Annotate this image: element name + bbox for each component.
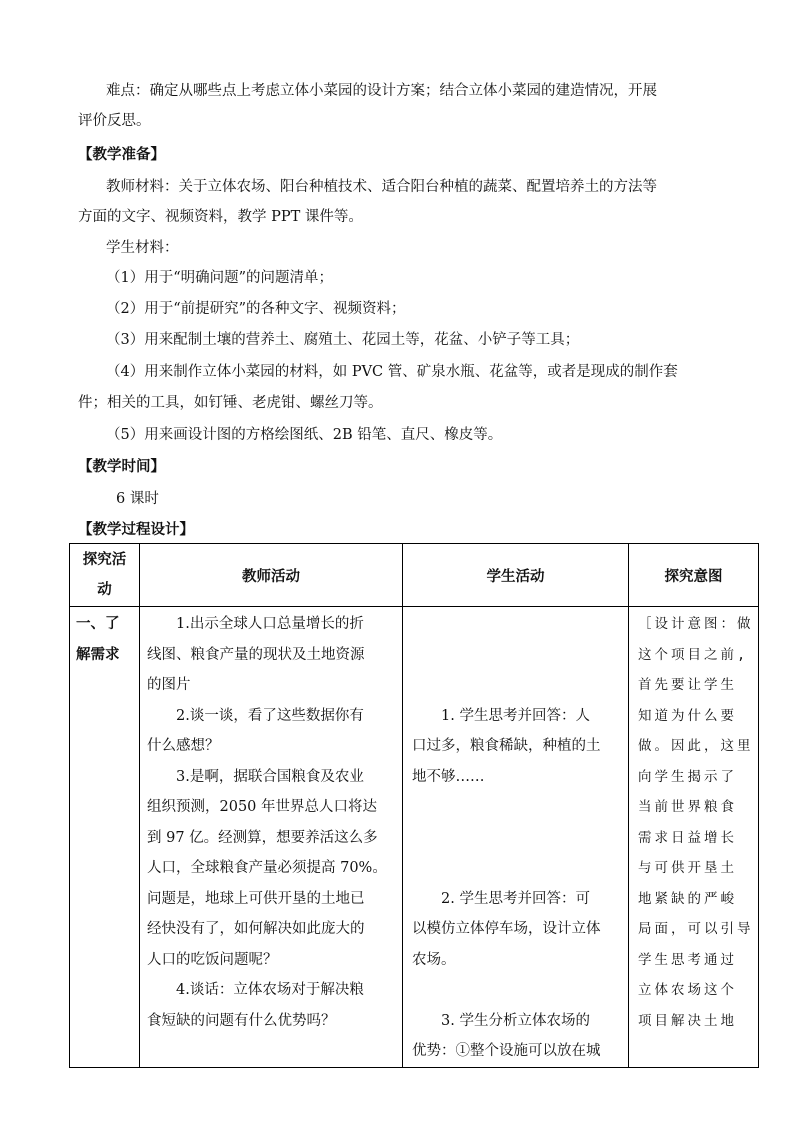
student-material-item: （4）用来制作立体小菜园的材料，如 PVC 管、矿泉水瓶、花盆等，或者是现成的制作套 bbox=[106, 364, 678, 380]
table-header-row bbox=[70, 544, 759, 607]
intent-line: 学生思考通过 bbox=[638, 951, 737, 968]
teacher-line: 到 97 亿。经测算，想要养活这么多 bbox=[147, 829, 378, 846]
header-intent: 探究意图 bbox=[629, 544, 759, 607]
teacher-line: 问题是，地球上可供开垦的土地已 bbox=[147, 890, 365, 907]
process-table bbox=[69, 543, 759, 1068]
intent-line: 项目解决土地 bbox=[638, 1012, 737, 1029]
time-heading: 【教学时间】 bbox=[78, 458, 165, 475]
header-activity bbox=[70, 544, 140, 607]
activity-line-2: 解需求 bbox=[76, 645, 120, 663]
student-material-item: （5）用来画设计图的方格绘图纸、2B 铅笔、直尺、橡皮等。 bbox=[106, 427, 503, 443]
activity-line-1: 一、了 bbox=[76, 615, 120, 632]
header-teacher-activity: 教师活动 bbox=[140, 544, 403, 607]
activity-cell bbox=[70, 607, 140, 1068]
student-materials-label: 学生材料： bbox=[106, 240, 179, 256]
student-line: 优势：①整个设施可以放在城 bbox=[412, 1043, 601, 1059]
teacher-line: 食短缺的问题有什么优势吗？ bbox=[147, 1012, 336, 1029]
student-line: 以模仿立体停车场，设计立体 bbox=[412, 921, 601, 937]
teacher-line: 人口，全球粮食产量必须提高 70%。 bbox=[147, 860, 387, 876]
teacher-line: 组织预测，2050 年世界总人口将达 bbox=[147, 799, 378, 815]
intent-line: 局面，可以引导 bbox=[638, 921, 754, 937]
student-activity-cell bbox=[403, 607, 629, 1068]
teacher-activity-cell bbox=[140, 607, 403, 1068]
intent-cell bbox=[629, 607, 759, 1068]
teacher-line: 1.出示全球人口总量增长的折 bbox=[147, 616, 364, 632]
intent-line: 立体农场这个 bbox=[638, 982, 737, 998]
prep-heading: 【教学准备】 bbox=[78, 146, 165, 163]
intent-line: ［设计意图：做 bbox=[638, 616, 754, 632]
student-line: 地不够…… bbox=[412, 768, 485, 785]
student-line: 2. 学生思考并回答：可 bbox=[412, 890, 590, 907]
intent-line: 地紧缺的严峻 bbox=[638, 890, 737, 907]
teacher-line: 人口的吃饭问题呢？ bbox=[147, 951, 278, 968]
header-activity-line-2: 动 bbox=[97, 581, 112, 598]
teacher-materials-line-1: 教师材料：关于立体农场、阳台种植技术、适合阳台种植的蔬菜、配置培养土的方法等 bbox=[106, 179, 657, 195]
table-row bbox=[70, 607, 759, 1068]
student-line: 3. 学生分析立体农场的 bbox=[412, 1012, 590, 1029]
teacher-line: 线图、粮食产量的现状及土地资源 bbox=[147, 646, 365, 663]
intent-line: 向学生揭示了 bbox=[638, 768, 737, 785]
intent-line: 与可供开垦土 bbox=[638, 860, 737, 876]
teacher-line: 经快没有了，如何解决如此庞大的 bbox=[147, 921, 365, 937]
student-material-item-continued: 件；相关的工具，如钉锤、老虎钳、螺丝刀等。 bbox=[78, 395, 383, 411]
difficulty-line-1: 难点：确定从哪些点上考虑立体小菜园的设计方案；结合立体小菜园的建造情况，开展 bbox=[106, 83, 657, 99]
intent-line: 做。因此，这里 bbox=[638, 738, 754, 754]
intent-line: 知道为什么要 bbox=[638, 707, 737, 724]
teacher-line: 什么感想？ bbox=[147, 738, 220, 754]
student-material-item: （3）用来配制土壤的营养土、腐殖土、花园土等，花盆、小铲子等工具； bbox=[106, 332, 580, 348]
time-value: 6 课时 bbox=[116, 491, 159, 507]
teacher-line: 2.谈一谈，看了这些数据你有 bbox=[147, 707, 364, 724]
student-line: 1. 学生思考并回答：人 bbox=[412, 707, 590, 724]
teacher-line: 3.是啊，据联合国粮食及农业 bbox=[147, 768, 364, 785]
student-line: 农场。 bbox=[412, 951, 456, 968]
intent-line: 这个项目之前, bbox=[638, 646, 749, 663]
teacher-line: 4.谈话：立体农场对于解决粮 bbox=[147, 982, 364, 998]
difficulty-line-2: 评价反思。 bbox=[78, 113, 151, 129]
process-heading: 【教学过程设计】 bbox=[78, 521, 194, 538]
student-line: 口过多，粮食稀缺，种植的土 bbox=[412, 738, 601, 754]
student-material-item: （2）用于“前提研究”的各种文字、视频资料； bbox=[106, 301, 406, 317]
student-material-item: （1）用于“明确问题”的问题清单； bbox=[106, 270, 334, 286]
header-activity-line-1: 探究活 bbox=[82, 551, 127, 568]
intent-line: 首先要让学生 bbox=[638, 677, 737, 693]
teacher-materials-line-2: 方面的文字、视频资料，教学 PPT 课件等。 bbox=[78, 209, 363, 225]
teacher-line: 的图片 bbox=[147, 677, 191, 693]
intent-line: 当前世界粮食 bbox=[638, 799, 737, 815]
intent-line: 需求日益增长 bbox=[638, 829, 737, 846]
header-student-activity: 学生活动 bbox=[403, 544, 629, 607]
